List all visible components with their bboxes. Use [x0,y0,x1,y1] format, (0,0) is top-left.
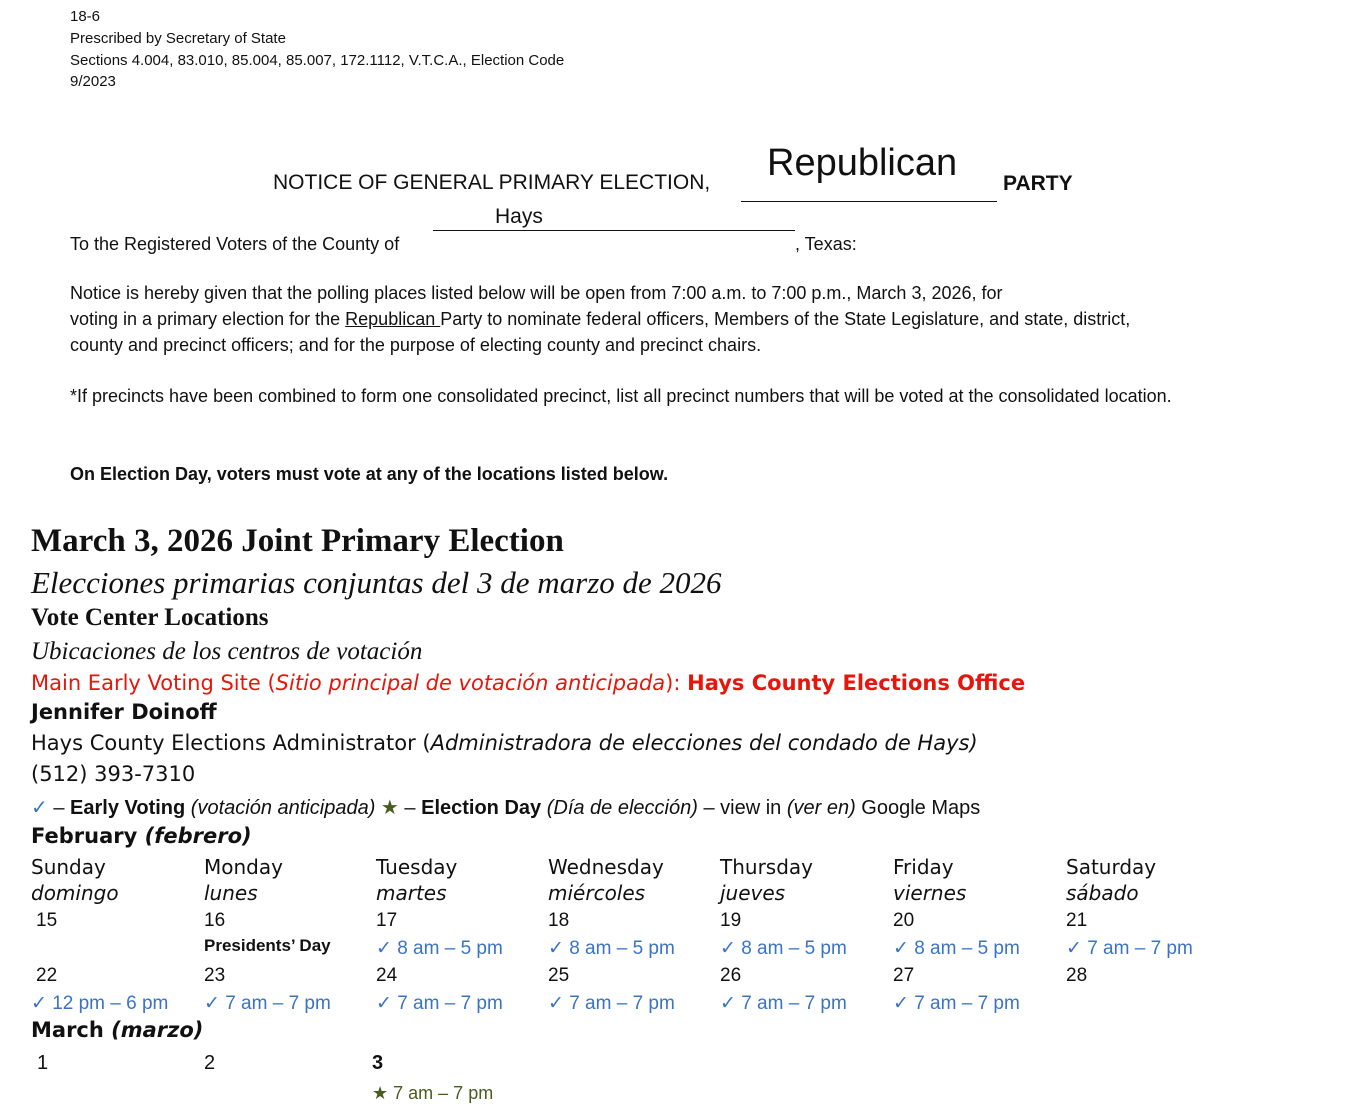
party-label: PARTY [1003,172,1073,195]
early-voting-hours: ✓ 7 am – 7 pm [548,993,675,1014]
underlined-party: Republican [345,309,441,329]
weekday-monday-es: lunes [204,881,258,905]
weekday-thursday-es: jueves [720,881,786,905]
county-blank-line [433,230,795,231]
weekday-friday-es: viernes [893,881,967,905]
day-number: 22 [36,965,58,986]
day-number: 27 [893,965,915,986]
to-voters-suffix: , Texas: [795,234,857,254]
day-number: 2 [204,1052,216,1074]
weekday-saturday-es: sábado [1066,881,1139,905]
check-icon: ✓ [376,938,392,959]
day-number: 24 [376,965,398,986]
check-icon: ✓ [720,938,736,959]
day-number: 25 [548,965,570,986]
check-icon: ✓ [720,993,736,1014]
form-revision: 9/2023 [70,73,116,90]
phone-number: (512) 393-7310 [31,762,196,786]
weekday-thursday: Thursday [720,855,813,879]
early-voting-hours: ✓ 8 am – 5 pm [548,938,675,959]
party-blank-line [741,201,997,202]
notice-line-2: voting in a primary election for the Republican Party to nominate federal officers, Members of the State Legislature, and state, district, [70,309,1131,329]
to-voters-prefix: To the Registered Voters of the County of [70,234,400,254]
march-label: March (marzo) [31,1018,204,1042]
election-day-number: 3 [372,1052,384,1074]
holiday-label: Presidents’ Day [204,936,331,955]
main-early-voting-site: Main Early Voting Site (Sitio principal de votación anticipada): Hays County Elections Office [31,671,1026,695]
early-voting-hours: ✓ 7 am – 7 pm [1066,938,1193,959]
check-icon: ✓ [548,938,564,959]
vote-centers-heading: Vote Center Locations [31,604,269,631]
check-icon: ✓ [376,993,392,1014]
legend: ✓ – Early Voting (votación anticipada) ★ – Election Day (Día de elección) – view in (ver en) Google Maps [31,797,981,819]
day-number: 21 [1066,910,1088,931]
check-icon: ✓ [1066,938,1082,959]
day-number: 19 [720,910,742,931]
day-number: 23 [204,965,226,986]
check-icon: ✓ [31,797,48,819]
check-icon: ✓ [893,993,909,1014]
early-voting-hours: ✓ 7 am – 7 pm [376,993,503,1014]
weekday-friday: Friday [893,855,954,879]
day-number: 26 [720,965,742,986]
check-icon: ✓ [31,993,47,1014]
day-number: 17 [376,910,398,931]
election-day-hours: ★ 7 am – 7 pm [372,1083,494,1103]
election-code-sections: Sections 4.004, 83.010, 85.004, 85.007, 172.1112, V.T.C.A., Election Code [70,52,565,69]
vote-centers-heading-es: Ubicaciones de los centros de votación [31,638,423,665]
weekday-wednesday: Wednesday [548,855,664,879]
weekday-tuesday: Tuesday [376,855,458,879]
admin-name: Jennifer Doinoff [31,700,217,724]
form-number: 18-6 [70,8,101,25]
early-voting-hours: ✓ 7 am – 7 pm [204,993,331,1014]
day-number: 15 [36,910,58,931]
admin-title: Hays County Elections Administrator (Administradora de elecciones del condado de Hays) [31,731,978,755]
main-site-name: Hays County Elections Office [687,671,1026,695]
weekday-saturday: Saturday [1066,855,1157,879]
star-icon: ★ [372,1083,389,1103]
election-title-es: Elecciones primarias conjuntas del 3 de marzo de 2026 [31,565,722,600]
day-number: 20 [893,910,915,931]
weekday-monday: Monday [204,855,283,879]
weekday-sunday: Sunday [31,855,106,879]
weekday-tuesday-es: martes [376,881,447,905]
early-voting-hours: ✓ 8 am – 5 pm [893,938,1020,959]
election-title: March 3, 2026 Joint Primary Election [31,523,564,559]
weekday-sunday-es: domingo [31,881,119,905]
party-name: Republican [767,142,958,184]
consolidated-precinct-note: *If precincts have been combined to form one consolidated precinct, list all precinct numbers that will be voted at the consolidated location. [70,386,1172,406]
early-voting-hours: ✓ 8 am – 5 pm [720,938,847,959]
early-voting-hours: ✓ 8 am – 5 pm [376,938,503,959]
star-icon: ★ [380,797,399,819]
early-voting-hours: ✓ 12 pm – 6 pm [31,993,169,1014]
day-number: 28 [1066,965,1088,986]
day-number: 1 [37,1052,49,1074]
election-day-instruction: On Election Day, voters must vote at any of the locations listed below. [70,464,669,484]
check-icon: ✓ [893,938,909,959]
february-label: February (febrero) [31,824,252,848]
weekday-wednesday-es: miércoles [548,881,646,905]
day-number: 18 [548,910,570,931]
day-number: 16 [204,910,226,931]
county-name: Hays [495,205,543,228]
notice-line-1: Notice is hereby given that the polling places listed below will be open from 7:00 a.m. to 7:00 p.m., March 3, 2026, for [70,283,1003,303]
notice-line-3: county and precinct officers; and for the purpose of electing county and precinct chairs. [70,335,762,355]
check-icon: ✓ [204,993,220,1014]
early-voting-hours: ✓ 7 am – 7 pm [893,993,1020,1014]
notice-title: NOTICE OF GENERAL PRIMARY ELECTION, [273,171,711,194]
prescribed-by: Prescribed by Secretary of State [70,30,286,47]
check-icon: ✓ [548,993,564,1014]
google-maps-link[interactable]: Google Maps [855,797,981,819]
early-voting-hours: ✓ 7 am – 7 pm [720,993,847,1014]
